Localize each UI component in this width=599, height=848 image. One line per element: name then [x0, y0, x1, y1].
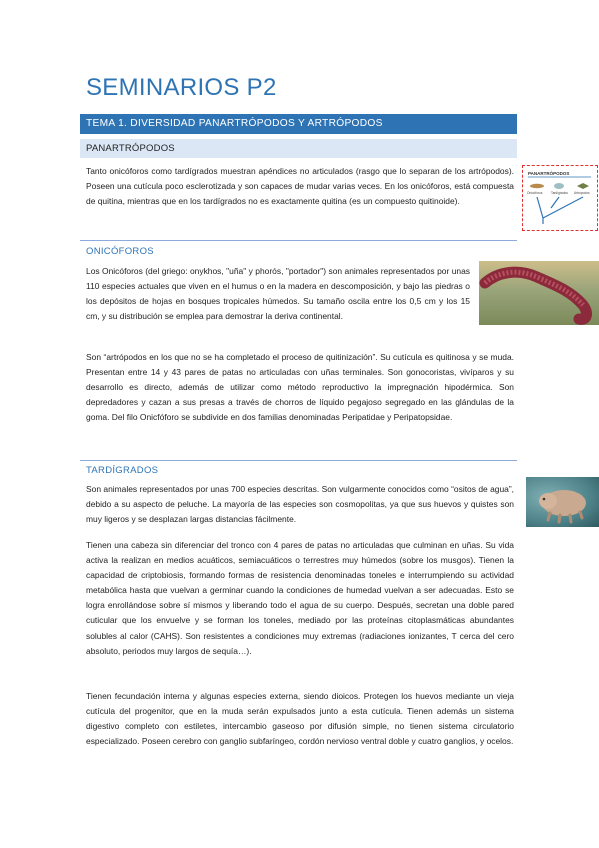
onicoforos-paragraph-2: Son “artrópodos en los que no se ha completado el proceso de quitinización”. Su cutícula es quitinosa y se muda. Presentan entre 14 y 43 pares de patas no articuladas con uñas terminales. Son gonocoristas, vivíparos y su desarrollo es directo, además de utilizar como método reproductivo la impregnación hipodérmica. Son depredadores y cazan a sus presas a través de chorros de líquido pegajoso segregado en las glándulas de la goma. Del filo Onicfóforo se subdivide en dos familias denominadas Peripatidae y Peripatopsidae. — [86, 352, 514, 423]
onychophoran-photo — [479, 261, 599, 325]
heading-tardigrados: TARDÍGRADOS — [86, 465, 159, 476]
onicoforos-paragraph-1: Los Onicóforos (del griego: onykhos, "uña" y phorós, "portador") son animales representados por unas 110 especies actuales que viven en el humus o en la madera en descomposición, y bajo las piedras o los depósitos de hojas en bosques tropicales húmedos. Su tamaño oscila entre los 0,5 cm y los 15 cm, y su distribución se emplea para demostrar la deriva continental. — [86, 266, 470, 322]
intro-paragraph: Tanto onicóforos como tardígrados muestran apéndices no articulados (rasgo que lo separan de los artrópodos). Poseen una cutícula poco esclerotizada y son capaces de mudar varias veces. En los onicóforos, está compuesta de quitina, mientras que en los tardígrados no es exactamente quitina (es un compuesto quitinoide). — [86, 166, 514, 207]
section-divider — [80, 460, 517, 461]
tardigrade-photo — [526, 477, 599, 527]
onychophoran-thumbnail — [530, 184, 544, 188]
section-subtitle: PANARTRÓPODOS — [80, 139, 517, 158]
heading-onicoforos: ONICÓFOROS — [86, 246, 154, 257]
tardigrados-paragraph-1: Son animales representados por unas 700 especies descritas. Son vulgarmente conocidos como “ositos de agua”, debido a su aspecto de peluche. La mayoría de las especies son cosmopolitas, ya que sus huevos y quistes son muy ligeros y se desplazan largas distancias fácilmente. — [86, 484, 514, 525]
tardigrade-thumbnail — [554, 183, 564, 189]
figure-label-tardigrada: Tardígrados — [551, 191, 568, 195]
phylogeny-tree — [523, 166, 596, 229]
figure-label-arthropoda: Artrópodos — [574, 191, 590, 195]
figure-title: PANARTRÓPODOS — [528, 171, 570, 176]
page-title: SEMINARIOS P2 — [86, 74, 277, 101]
figure-label-onychophora: Onicóforos — [527, 191, 543, 195]
tardigrados-paragraph-2: Tienen una cabeza sin diferenciar del tronco con 4 pares de patas no articuladas que culminan en uñas. Su vida activa la realizan en medios acuáticos, semiacuáticos o terrestres muy húmedos (sobre los musgos). Tienen la capacidad de criptobiosis, formando formas de resistencia denominadas toneles e interrumpiendo su actividad metabólica hasta que vuelvan a germinar cuando la condiciones de humedad vuelvan a ser adecuadas. Esto se logra enrollándose sobre sí mismos y liberando todo el agua de su cuerpo. Después, secretan una doble pared cuticular que los envuelve y se forman los toneles, mediado por las proteínas citoplasmáticas abundantes solubles al calor (CAHS). Son resistentes a condiciones muy extremas (radiaciones ionizantes, T cerca del cero absoluto, periodos muy largos de sequía…). — [86, 540, 514, 656]
arthropod-thumbnail — [577, 183, 589, 189]
topic-bar: TEMA 1. DIVERSIDAD PANARTRÓPODOS Y ARTRÓPODOS — [80, 114, 517, 134]
tardigrados-paragraph-3: Tienen fecundación interna y algunas especies externa, siendo dioicos. Protegen los huevos mediante un vieja cutícula del progenitor, que en la muda serán expulsados junto a esta cutícula. Tienen además un sistema digestivo completo con estiletes, intercambio gaseoso por difusión simple, no tienen sistema circulatorio especializado. Poseen cerebro con ganglio subfaríngeo, cordón nervioso ventral doble y cuatro ganglios, y ocelos. — [86, 691, 514, 747]
phylogeny-figure — [522, 165, 598, 231]
section-divider — [80, 240, 517, 241]
